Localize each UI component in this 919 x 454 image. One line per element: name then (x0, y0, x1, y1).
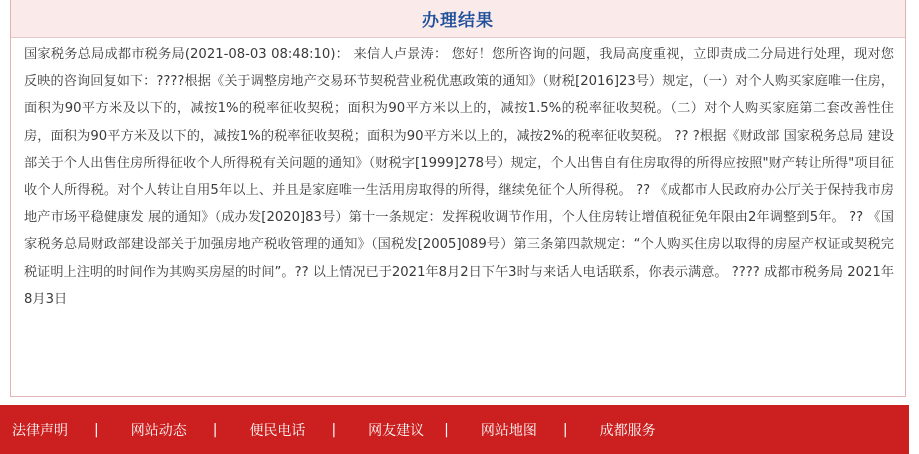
footer-link-legal[interactable]: 法律声明 (12, 422, 68, 439)
footer-link-chengdu-services[interactable]: 成都服务 (599, 422, 656, 439)
footer-separator: | (94, 421, 99, 438)
footer-separator: | (212, 421, 218, 438)
footer-link-sitemap[interactable]: 网站地图 (480, 422, 537, 439)
result-panel (10, 0, 906, 397)
footer-link-suggestions[interactable]: 网友建议 (368, 422, 425, 439)
footer-separator: | (331, 421, 337, 438)
result-title-bar (11, 0, 905, 38)
footer-separator: | (444, 421, 449, 438)
footer-separator: | (562, 421, 568, 438)
footer-link-news[interactable]: 网站动态 (130, 422, 187, 439)
result-title: 办理结果 (422, 11, 494, 31)
result-body: 国家税务总局成都市税务局(2021-08-03 08:48:10)： 来信人卢景涛： 您好！您所咨询的问题，我局高度重视，立即责成二分局进行处理，现对您反映的咨询回复如下：????根据《关于调整房地产交易环节契税营业税优惠政策的通知》（财税[2016]23号）规定，（一）对个人购买家庭唯一住房，面积为90平方米及以下的，减按1%的税率征收契税；面积为90平方米以上的，减按1.5%的税率征收契税。（二）对个人购买家庭第二套改善性住房，面积为90平方米及以下的，减按1%的税率征收契税；面积为90平方米以上的，减按2%的税率征收契税。 ?? ?根据《财政部 国家税务总局 建设部关于个人出售住房所得征收个人所得税有关问题的通知》（财税字[1999]278号）规定，个人出售自有住房取得的所得应按照"财产转让所得"项目征收个人所得税。对个人转让自用5年以上、并且是家庭唯一生活用房取得的所得，继续免征个人所得税。 ?? 《成都市人民政府办公厅关于保持我市房地产市场平稳健康发 展的通知》（成办发[2020]83号）第十一条规定：发挥税收调节作用，个人住房转让增值税征免年限由2年调整到5年。 ?? 《国家税务总局财政部建设部关于加强房地产税收管理的通知》（国税发[2005]089号）第三条第四款规定：“个人购买住房以取得的房屋产权证或契税完税证明上注明的时间作为其购买房屋的时间”。?? 以上情况已于2021年8月2日下午3时与来话人电话联系，你表示满意。 ???? 成都市税务局 2021年8月3日 (24, 47, 895, 307)
footer-nav (0, 405, 909, 454)
footer-link-phone[interactable]: 便民电话 (249, 422, 306, 439)
